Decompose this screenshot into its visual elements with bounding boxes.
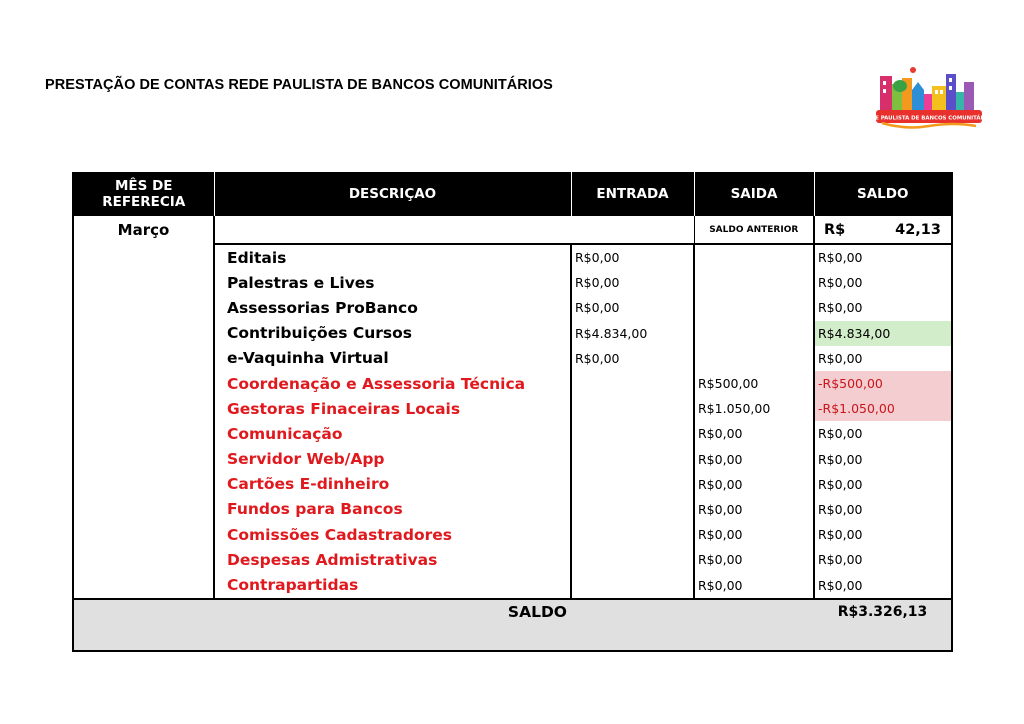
row-saldo: R$0,00 [814,497,952,522]
row-description: Comissões Cadastradores [227,525,452,544]
total-value: R$3.326,13 [837,603,928,620]
row-entrada [571,472,694,497]
row-entrada [571,547,694,572]
header-saldo: SALDO [814,172,952,216]
total-empty-saida [694,599,814,651]
header-saida: SAIDA [694,172,814,216]
row-saldo: R$4.834,00 [814,321,952,346]
row-entrada [571,447,694,472]
row-description: Despesas Admistrativas [227,550,438,569]
row-saida: R$0,00 [694,547,814,572]
header-mes: MÊS DE REFERECIA [73,172,214,216]
row-saida [694,321,814,346]
row-saida: R$0,00 [694,522,814,547]
row-saida: R$1.050,00 [694,396,814,421]
row-saida: R$0,00 [694,572,814,598]
header-entrada: ENTRADA [571,172,694,216]
row-saida [694,295,814,320]
row-entrada [571,522,694,547]
row-saldo: -R$1.050,00 [814,396,952,421]
row-description: Servidor Web/App [227,450,385,469]
row-description: Cartões E-dinheiro [227,475,390,494]
total-label-cell [73,599,571,651]
saldo-anterior-row [73,216,952,244]
row-saida [694,346,814,371]
row-saldo: R$0,00 [814,472,952,497]
row-entrada: R$0,00 [571,244,694,270]
row-saldo: R$0,00 [814,447,952,472]
row-saida [694,270,814,295]
row-description: Gestoras Finaceiras Locais [227,399,461,418]
row-description: Contribuições Cursos [227,324,412,343]
header-descricao: DESCRIÇAO [214,172,571,216]
total-row [73,599,952,651]
row-entrada [571,371,694,396]
row-entrada [571,572,694,598]
month-cell [73,216,214,599]
row-saida: R$0,00 [694,497,814,522]
saldo-anterior-cell [814,216,952,244]
row-entrada [571,396,694,421]
row-saldo: R$0,00 [814,244,952,270]
row-description: e-Vaquinha Virtual [227,349,389,368]
row-saldo: R$0,00 [814,547,952,572]
logo [862,64,996,136]
logo-text: REDE PAULISTA DE BANCOS COMUNITÁRIOS [862,115,996,122]
total-label: SALDO [507,602,567,621]
row-saldo: R$0,00 [814,421,952,446]
saldo-anterior-label: SALDO ANTERIOR [694,216,814,244]
row-description: Editais [227,248,287,267]
saldo-anterior-currency: R$ [824,221,846,238]
page-title: PRESTAÇÃO DE CONTAS REDE PAULISTA DE BANCOS COMUNITÁRIOS [45,77,553,93]
row-entrada: R$0,00 [571,346,694,371]
row-entrada [571,421,694,446]
table-header-row [73,172,952,216]
saldo-anterior-value: 42,13 [895,221,941,238]
row-saida: R$500,00 [694,371,814,396]
row-saldo: R$0,00 [814,295,952,320]
row-description: Assessorias ProBanco [227,298,418,317]
row-saldo: R$0,00 [814,522,952,547]
month-label: Março [117,221,170,239]
row-entrada: R$0,00 [571,270,694,295]
row-description: Coordenação e Assessoria Técnica [227,374,526,393]
accounts-table [72,172,953,652]
row-saldo: R$0,00 [814,270,952,295]
row-description: Fundos para Bancos [227,500,403,519]
row-entrada: R$4.834,00 [571,321,694,346]
prev-empty-cell [214,216,694,244]
row-saldo: R$0,00 [814,346,952,371]
row-entrada: R$0,00 [571,295,694,320]
row-saida [694,244,814,270]
row-description: Contrapartidas [227,576,359,595]
row-saldo: -R$500,00 [814,371,952,396]
total-empty-entrada [571,599,694,651]
total-value-cell [814,599,952,651]
row-description: Palestras e Lives [227,273,375,292]
row-description: Comunicação [227,424,343,443]
row-saida: R$0,00 [694,472,814,497]
row-saida: R$0,00 [694,447,814,472]
row-entrada [571,497,694,522]
row-saldo: R$0,00 [814,572,952,598]
row-saida: R$0,00 [694,421,814,446]
